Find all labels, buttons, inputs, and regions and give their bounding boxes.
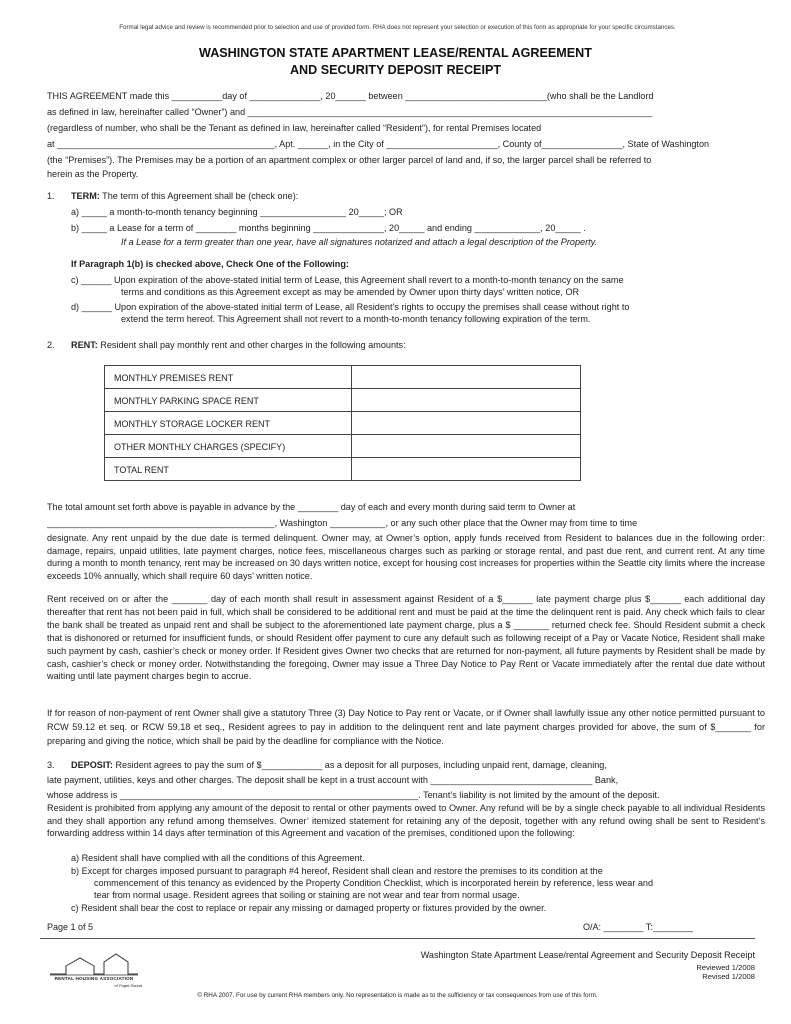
deposit-condition-a: a) Resident shall have complied with all the conditions of this Agreement. bbox=[71, 853, 365, 863]
term-option-c-line-1: c) ______ Upon expiration of the above-stated initial term of Lease, this Agreement shall revert to a month-to-month tenancy on the same bbox=[71, 275, 624, 285]
document-title-line-1: WASHINGTON STATE APARTMENT LEASE/RENTAL AGREEMENT bbox=[199, 46, 592, 60]
deposit-intro-text: Resident agrees to pay the sum of $____________ as a deposit for all purposes, including unpaid rent, damage, cleaning, bbox=[112, 760, 607, 770]
late-payment-paragraph: Rent received on or after the _______ day of each month shall result in assessment against Resident of a $______ late payment charge plus $______ each additional day thereafter that rent has not been paid in full, which shall be considered to be additional rent and must be paid at the time the delinquent rent is paid. Any check which fails to clear the bank shall be treated as unpaid rent and shall be subject to the aforementioned late payment charge, plus a $ _______ returned check fee. Should Resident submit a check that is dishonored or returned for insufficient funds, or should Resident offer payment to cure any default such as following receipt of a Pay or Vacate Notice, Resident shall make such payment by cash, cashier’s check or money order. If Resident gives Owner two checks that are returned for non-payment, all future payments by Resident shall be made by cash, cashier’s check or money order. Notwithstanding the foregoing, Owner may issue a Three Day Notice to Pay Rent or Vacate immediately after the rental due date without waiting until late payment charges begin to accrue. bbox=[47, 594, 765, 682]
legal-disclaimer: Formal legal advice and review is recommended prior to selection and use of provided form. RHA does not represent your selection or execution of this form as appropriate for your specific circumstances. bbox=[119, 24, 676, 31]
term-section-heading bbox=[71, 191, 298, 202]
table-row bbox=[105, 435, 581, 458]
rent-row-label: OTHER MONTHLY CHARGES (SPECIFY) bbox=[105, 435, 352, 458]
deposit-condition-b-line-3: tear from normal usage. Resident agrees that soiling or staining are not wear and tear from normal usage. bbox=[94, 890, 520, 900]
deposit-line-3: whose address is ___________________________________________________________. Tenant’s liability is not limited by the amount of the deposit. bbox=[47, 790, 660, 800]
footer-divider bbox=[40, 938, 755, 939]
rent-intro-text: Resident shall pay monthly rent and other charges in the following amounts: bbox=[97, 340, 406, 350]
deposit-condition-b-line-1: b) Except for charges imposed pursuant to paragraph #4 hereof, Resident shall clean and restore the premises to its condition at the bbox=[71, 866, 603, 876]
table-row bbox=[105, 412, 581, 435]
rent-amount-cell[interactable] bbox=[352, 412, 581, 435]
logo-subtext: of Puget Sound bbox=[114, 983, 142, 988]
term-option-b: b) _____ a Lease for a term of ________ months beginning ______________, 20_____ and ending _____________, 20_____ . bbox=[71, 223, 586, 233]
intro-line: as defined in law, hereinafter called “Owner”) and ________________________________________________________________________________ bbox=[47, 107, 653, 117]
initials-field: O/A: ________ T:________ bbox=[583, 922, 693, 932]
deposit-line-2: late payment, utilities, keys and other charges. The deposit shall be kept in a trust account with ________________________________ Bank, bbox=[47, 775, 619, 785]
intro-line: THIS AGREEMENT made this __________day of ______________, 20______ between ____________________________(who shall be the Landlord bbox=[47, 91, 654, 101]
rent-section-number: 2. bbox=[47, 340, 55, 350]
rent-amount-cell[interactable] bbox=[352, 458, 581, 481]
term-option-d-line-1: d) ______ Upon expiration of the above-stated initial term of Lease, all Resident’s rights to occupy the premises shall cease without right to bbox=[71, 302, 630, 312]
revised-date: Revised 1/2008 bbox=[702, 972, 755, 981]
rent-row-label: MONTHLY PREMISES RENT bbox=[105, 366, 352, 389]
term-option-b-note: If a Lease for a term greater than one year, have all signatures notarized and attach a legal description of the Property. bbox=[121, 237, 598, 247]
term-section-number: 1. bbox=[47, 191, 55, 201]
table-row bbox=[105, 389, 581, 412]
term-intro-text: The term of this Agreement shall be (check one): bbox=[99, 191, 299, 201]
rent-payment-line-1: The total amount set forth above is payable in advance by the ________ day of each and every month during said term to Owner at bbox=[47, 502, 576, 512]
deposit-condition-c: c) Resident shall bear the cost to replace or repair any missing or damaged property or fixtures provided by the owner. bbox=[71, 903, 547, 913]
rent-row-label: MONTHLY STORAGE LOCKER RENT bbox=[105, 412, 352, 435]
rent-amount-cell[interactable] bbox=[352, 435, 581, 458]
deposit-condition-b-line-2: commencement of this tenancy as evidenced by the Property Condition Checklist, which is incorporated herein by reference, less wear and bbox=[94, 878, 654, 888]
rent-payment-paragraph: designate. Any rent unpaid by the due date is termed delinquent. Owner may, at Owner’s option, apply funds received from Resident to balances due in the following order: damage, repairs, unpaid utilities, late payment charges, notice fees, miscellaneous charges such as parking or storage rental, and past due rent, and current rent. At any time during a month to month tenancy, rent may be increased on 30 days written notice, except for housing cost increases for properties within the Seattle city limits where the increase exceeds 10% annually, which shall require 60 days’ written notice. bbox=[47, 533, 765, 581]
document-name: Washington State Apartment Lease/rental Agreement and Security Deposit Receipt bbox=[420, 950, 755, 960]
logo-text: RENTAL HOUSING ASSOCIATION bbox=[54, 976, 134, 981]
rent-heading: RENT: bbox=[71, 340, 98, 350]
copyright-notice: © RHA 2007. For use by current RHA members only. No representation is made as to the sufficiency or tax consequences from use of this form. bbox=[197, 992, 598, 999]
intro-line: (regardless of number, who shall be the Tenant as defined in law, hereinafter called “Resident”), for rental Premises located bbox=[47, 123, 542, 133]
rent-row-label: TOTAL RENT bbox=[105, 458, 352, 481]
document-title-line-2: AND SECURITY DEPOSIT RECEIPT bbox=[289, 63, 502, 77]
deposit-line-1 bbox=[71, 760, 607, 771]
term-heading: TERM: bbox=[71, 191, 100, 201]
term-sub-heading: If Paragraph 1(b) is checked above, Check One of the Following: bbox=[71, 259, 349, 269]
intro-line: at ___________________________________________, Apt. ______, in the City of ______________________, County of________________, State of Washington bbox=[47, 139, 710, 149]
rent-amount-cell[interactable] bbox=[352, 389, 581, 412]
intro-line: (the “Premises”). The Premises may be a portion of an apartment complex or other larger parcel of land and, if so, the larger parcel shall be referred to bbox=[47, 155, 652, 165]
page-number: Page 1 of 5 bbox=[47, 922, 94, 932]
rent-payment-line-2: _____________________________________________, Washington ___________, or any such other place that the Owner may from time to time bbox=[47, 518, 638, 528]
table-row bbox=[105, 458, 581, 481]
deposit-heading: DEPOSIT: bbox=[71, 760, 113, 770]
deposit-paragraph: Resident is prohibited from applying any amount of the deposit to rental or other payments owed to Owner. Any refund will be by a single check payable to all individual Residents and they shall apportion any refund among themselves. Owner’ itemized statement for retaining any of the deposit, together with any refund owing shall be sent to Resident’s forwarding address within 14 days after termination of this Agreement and vacation of the premises, conditioned upon the following: bbox=[47, 803, 765, 838]
table-row bbox=[105, 366, 581, 389]
intro-line: herein as the Property. bbox=[47, 169, 139, 179]
rent-table bbox=[104, 365, 581, 481]
term-option-d-line-2: extend the term hereof. This Agreement shall not revert to a month-to-month tenancy following expiration of the term. bbox=[121, 314, 591, 324]
rent-row-label: MONTHLY PARKING SPACE RENT bbox=[105, 389, 352, 412]
rent-amount-cell[interactable] bbox=[352, 366, 581, 389]
reviewed-date: Reviewed 1/2008 bbox=[696, 963, 755, 972]
term-option-c-line-2: terms and conditions as this Agreement except as may be amended by Owner upon thirty days’ written notice, OR bbox=[121, 287, 580, 297]
notice-fee-paragraph: If for reason of non-payment of rent Owner shall give a statutory Three (3) Day Notice to Pay rent or Vacate, or if Owner shall lawfully issue any other notice permitted pursuant to RCW 59.12 et seq. or RCW 59.18 et seq., Resident agrees to pay in addition to the delinquent rent and late payment charges provided for above, the sum of $_______ for preparing and giving the notice, which shall be paid by the deadline for compliance with the Notice. bbox=[47, 708, 765, 746]
term-option-a: a) _____ a month-to-month tenancy beginning _________________ 20_____; OR bbox=[71, 207, 403, 217]
rent-section-heading bbox=[71, 340, 406, 351]
deposit-section-number: 3. bbox=[47, 760, 55, 770]
